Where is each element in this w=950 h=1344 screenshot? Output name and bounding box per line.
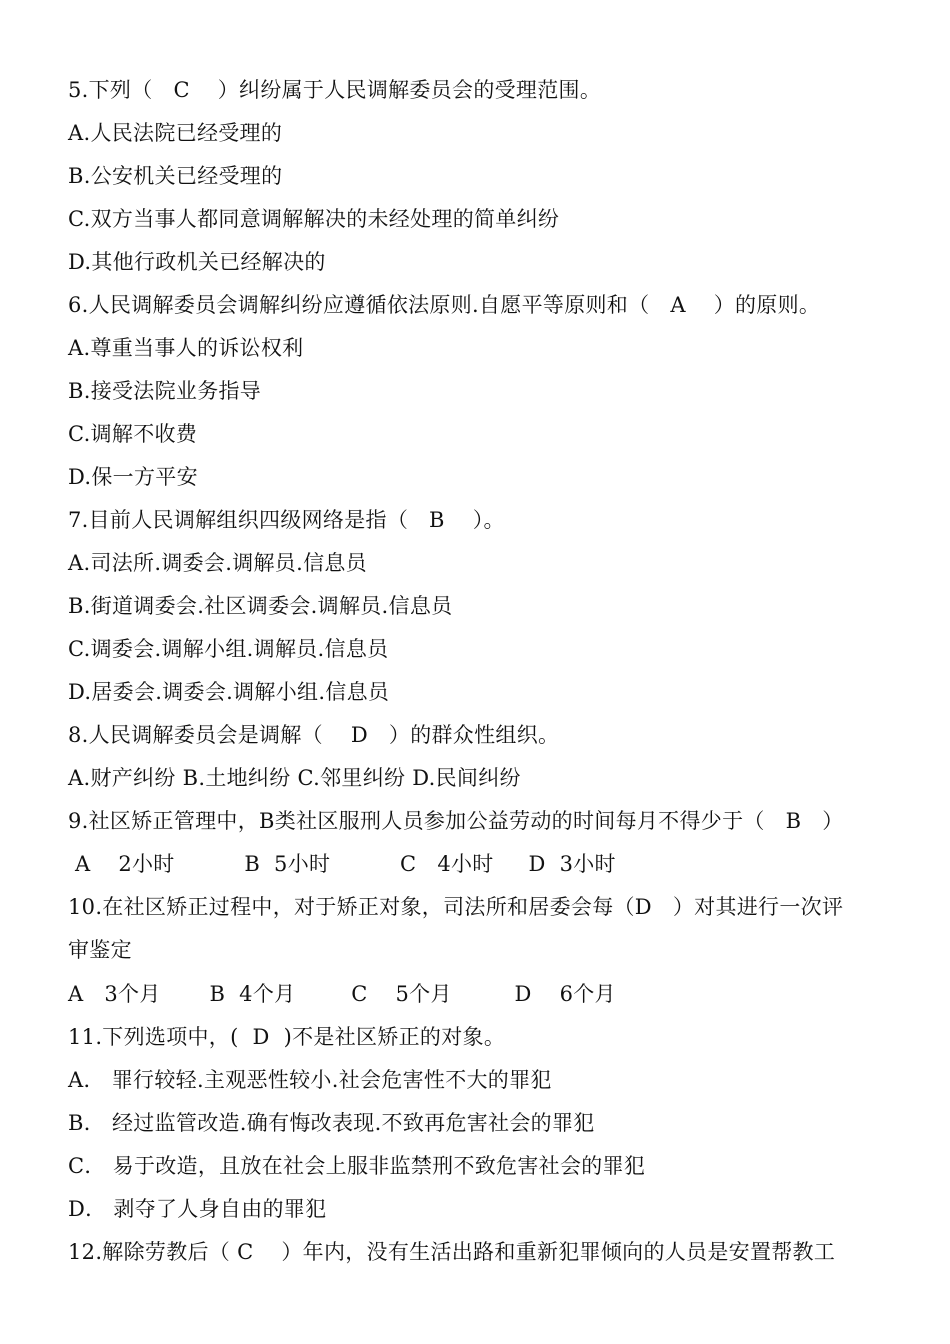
question-11-option-d: D． 剥夺了人身自由的罪犯 bbox=[68, 1197, 327, 1221]
question-7-option-a: A.司法所.调委会.调解员.信息员 bbox=[68, 551, 367, 575]
question-9-options: A 2小时 B 5小时 C 4小时 D 3小时 bbox=[68, 852, 616, 876]
question-10-options: A 3个月 B 4个月 C 5个月 D 6个月 bbox=[68, 982, 616, 1006]
question-6-option-a: A.尊重当事人的诉讼权利 bbox=[68, 336, 304, 360]
question-12-stem: 12.解除劳教后（ C ）年内，没有生活出路和重新犯罪倾向的人员是安置帮教工 bbox=[68, 1240, 836, 1264]
question-11-option-a: A． 罪行较轻.主观恶性较小.社会危害性不大的罪犯 bbox=[68, 1068, 552, 1092]
question-5-option-b: B.公安机关已经受理的 bbox=[68, 164, 283, 188]
question-10-stem-cont: 审鉴定 bbox=[68, 938, 132, 962]
question-5-option-d: D.其他行政机关已经解决的 bbox=[68, 250, 326, 274]
question-10-stem: 10.在社区矫正过程中，对于矫正对象，司法所和居委会每（D ）对其进行一次评 bbox=[68, 895, 844, 919]
question-7-option-b: B.街道调委会.社区调委会.调解员.信息员 bbox=[68, 594, 453, 618]
question-5-stem: 5.下列（ C ）纠纷属于人民调解委员会的受理范围。 bbox=[68, 78, 602, 102]
question-6-option-c: C.调解不收费 bbox=[68, 422, 198, 446]
question-7-stem: 7.目前人民调解组织四级网络是指（ B ）。 bbox=[68, 508, 505, 532]
question-7-option-d: D.居委会.调委会.调解小组.信息员 bbox=[68, 680, 390, 704]
question-8-stem: 8.人民调解委员会是调解（ D ）的群众性组织。 bbox=[68, 723, 560, 747]
question-8-options: A.财产纠纷 B.土地纠纷 C.邻里纠纷 D.民间纠纷 bbox=[68, 766, 521, 790]
question-11-stem: 11.下列选项中，( D )不是社区矫正的对象。 bbox=[68, 1025, 506, 1049]
question-6-option-d: D.保一方平安 bbox=[68, 465, 198, 489]
question-5-option-a: A.人民法院已经受理的 bbox=[68, 121, 283, 145]
question-7-option-c: C.调委会.调解小组.调解员.信息员 bbox=[68, 637, 389, 661]
question-6-option-b: B.接受法院业务指导 bbox=[68, 379, 262, 403]
question-5-option-c: C.双方当事人都同意调解解决的未经处理的简单纠纷 bbox=[68, 207, 560, 231]
question-6-stem: 6.人民调解委员会调解纠纷应遵循依法原则.自愿平等原则和（ A ）的原则。 bbox=[68, 293, 821, 317]
question-11-option-b: B． 经过监管改造.确有悔改表现.不致再危害社会的罪犯 bbox=[68, 1111, 595, 1135]
question-11-option-c: C． 易于改造，且放在社会上服非监禁刑不致危害社会的罪犯 bbox=[68, 1154, 646, 1178]
question-9-stem: 9.社区矫正管理中，B类社区服刑人员参加公益劳动的时间每月不得少于（ B ） bbox=[68, 809, 844, 833]
